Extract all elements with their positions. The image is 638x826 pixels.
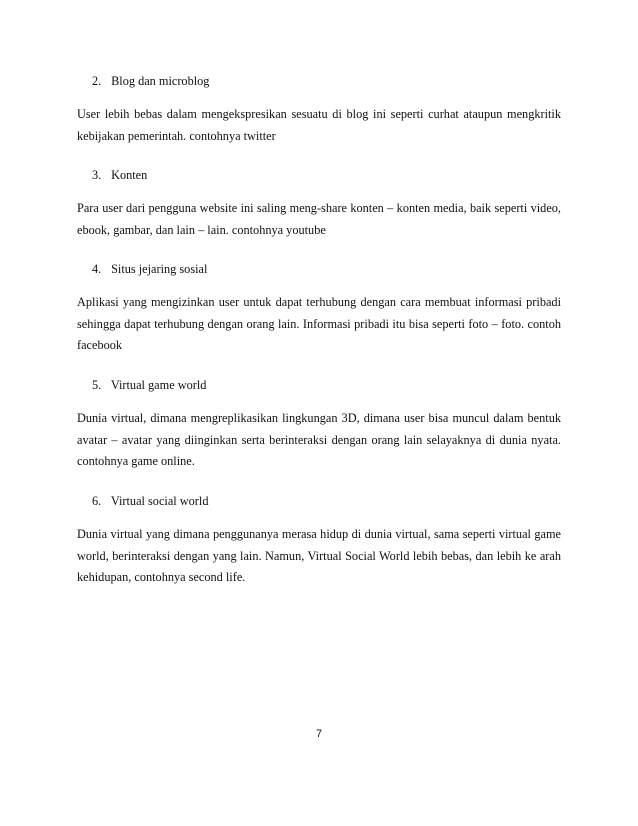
section-situs-jejaring-sosial <box>77 262 561 357</box>
section-virtual-social-world <box>77 494 561 589</box>
section-heading <box>92 262 561 276</box>
section-number: 2. <box>92 74 102 88</box>
section-title: Situs jejaring sosial <box>111 262 208 276</box>
section-heading <box>92 494 561 508</box>
section-virtual-game-world <box>77 378 561 473</box>
section-number: 3. <box>92 168 102 182</box>
section-title: Virtual social world <box>110 494 209 508</box>
section-number: 4. <box>92 262 102 276</box>
section-body: Aplikasi yang mengizinkan user untuk dapat terhubung dengan cara membuat informasi pribadi sehingga dapat terhubung dengan orang lain. Informasi pribadi itu bisa seperti foto – foto. contoh facebook <box>77 295 561 352</box>
section-title: Blog dan microblog <box>111 74 210 88</box>
section-number: 5. <box>92 378 102 392</box>
section-number: 6. <box>92 494 102 508</box>
section-body: Dunia virtual, dimana mengreplikasikan lingkungan 3D, dimana user bisa muncul dalam bentuk avatar – avatar yang diinginkan serta berinteraksi dengan orang lain selayaknya di dunia nyata. contohnya game online. <box>77 411 561 468</box>
section-body: Para user dari pengguna website ini saling meng-share konten – konten media, baik seperti video, ebook, gambar, dan lain – lain. contohnya youtube <box>77 201 561 237</box>
section-body: User lebih bebas dalam mengekspresikan sesuatu di blog ini seperti curhat ataupun mengkritik kebijakan pemerintah. contohnya twitter <box>77 107 561 143</box>
section-heading <box>92 378 561 392</box>
page-number: 7 <box>315 728 323 740</box>
section-title: Konten <box>111 168 148 182</box>
section-heading <box>92 168 561 182</box>
section-body: Dunia virtual yang dimana penggunanya merasa hidup di dunia virtual, sama seperti virtual game world, berinteraksi dengan yang lain. Namun, Virtual Social World lebih bebas, dan lebih ke arah kehidupan, contohnya second life. <box>77 527 561 584</box>
section-title: Virtual game world <box>110 378 207 392</box>
section-heading <box>92 74 561 88</box>
section-konten <box>77 168 561 241</box>
section-blog-microblog <box>77 74 561 147</box>
